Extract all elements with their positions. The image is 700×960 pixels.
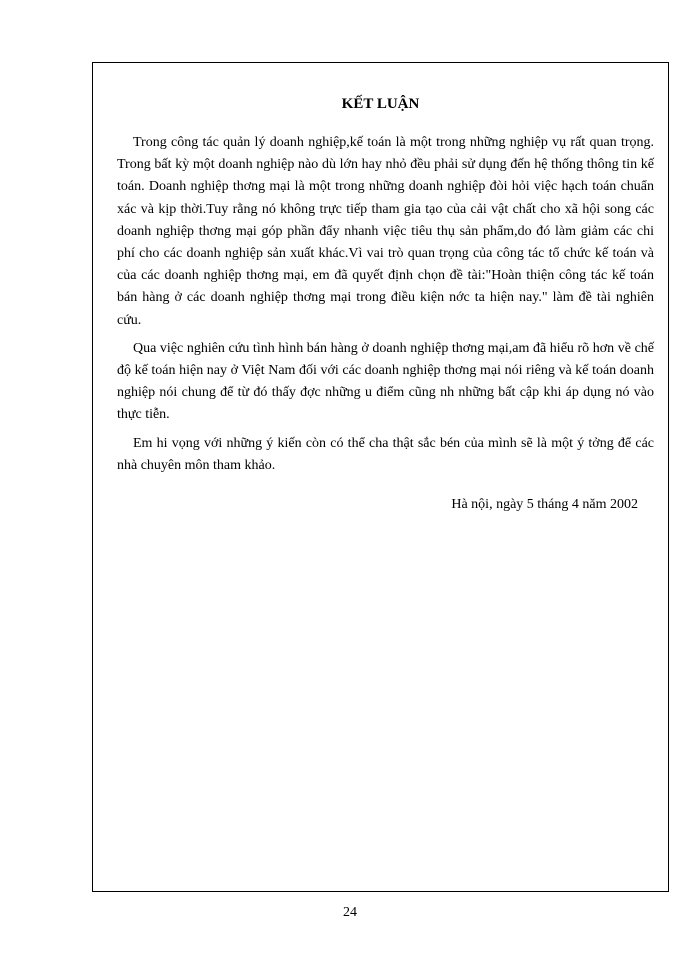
paragraph-3: Em hi vọng với những ý kiến còn có thể cha thật sắc bén của mình sẽ là một ý tởng để các nhà chuyên môn tham khảo. [117, 435, 654, 473]
paragraph-1: Trong công tác quản lý doanh nghiệp,kế toán là một trong những nghiệp vụ rất quan trọng. Trong bất kỳ một doanh nghiệp nào dù lớn hay nhỏ đều phải sử dụng đến hệ thống thông tin kế toán. Doanh nghiệp thơng mại là một trong những doanh nghiệp đòi hỏi việc hạch toán chuẩn xác và kịp thời.Tuy rằng nó không trực tiếp tham gia tạo của cải vật chất cho xã hội song các doanh nghiệp thơng mại góp phần đẩy nhanh việc tiêu thụ sản phẩm,do đó làm giảm các chi phí cho các doanh nghiệp sản xuất khác.Vì vai trò quan trọng của công tác tổ chức kế toán và của các doanh nghiệp thơng mại, em đã quyết định chọn đề tài:"Hoàn thiện công tác kế toán bán hàng ở các doanh nghiệp thơng mại trong điều kiện nớc ta hiện nay." làm đề tài nghiên cứu. [117, 135, 654, 328]
page-number: 24 [343, 905, 357, 920]
paragraph-2: Qua việc nghiên cứu tình hình bán hàng ở doanh nghiệp thơng mại,am đã hiểu rõ hơn về chế độ kế toán hiện nay ở Việt Nam đối với các doanh nghiệp thơng mại nói riêng và kế toán doanh nghiệp nói chung để từ đó thấy đợc những u điểm cũng nh những bất cập khi áp dụng nó vào thực tiễn. [117, 340, 654, 423]
document-body [117, 132, 654, 483]
date-signoff: Hà nội, ngày 5 tháng 4 năm 2002 [451, 497, 638, 512]
document-title: KẾT LUẬN [341, 96, 420, 112]
